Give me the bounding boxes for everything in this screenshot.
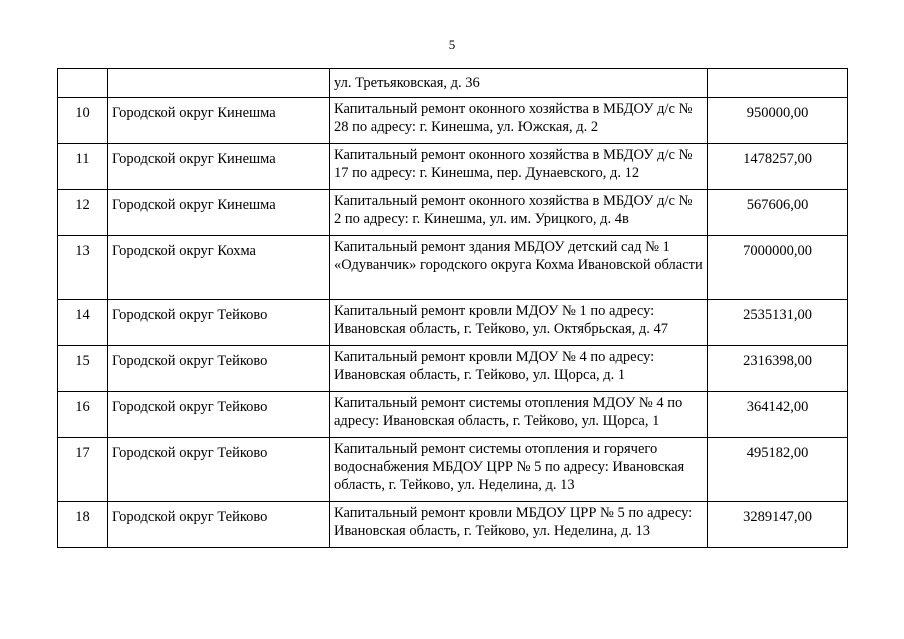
description-cell: Капитальный ремонт оконного хозяйства в МБДОУ д/с № 2 по адресу: г. Кинешма, ул. им. Урицкого, д. 4в <box>330 190 708 236</box>
row-number-cell <box>58 69 108 98</box>
district-cell: Городской округ Тейково <box>108 438 330 502</box>
description-cell: Капитальный ремонт здания МБДОУ детский сад № 1 «Одуванчик» городского округа Кохма Ивановской области <box>330 236 708 300</box>
row-number-cell: 12 <box>58 190 108 236</box>
district-cell: Городской округ Кохма <box>108 236 330 300</box>
district-cell: Городской округ Кинешма <box>108 190 330 236</box>
table-row <box>58 502 848 548</box>
district-cell: Городской округ Кинешма <box>108 98 330 144</box>
amount-cell: 495182,00 <box>708 438 848 502</box>
amount-cell: 3289147,00 <box>708 502 848 548</box>
table-row <box>58 392 848 438</box>
row-number-cell: 17 <box>58 438 108 502</box>
row-number-cell: 14 <box>58 300 108 346</box>
description-cell: Капитальный ремонт кровли МДОУ № 4 по адресу: Ивановская область, г. Тейково, ул. Щорса, д. 1 <box>330 346 708 392</box>
district-cell: Городской округ Тейково <box>108 300 330 346</box>
amount-cell: 364142,00 <box>708 392 848 438</box>
district-cell: Городской округ Тейково <box>108 392 330 438</box>
amount-cell: 1478257,00 <box>708 144 848 190</box>
table-row <box>58 346 848 392</box>
description-cell: ул. Третьяковская, д. 36 <box>330 69 708 98</box>
page-number: 5 <box>448 37 456 52</box>
amount-cell: 7000000,00 <box>708 236 848 300</box>
table-row <box>58 69 848 98</box>
description-cell: Капитальный ремонт системы отопления и горячего водоснабжения МБДОУ ЦРР № 5 по адресу: Ивановская область, г. Тейково, ул. Неделина, д. 13 <box>330 438 708 502</box>
district-cell: Городской округ Кинешма <box>108 144 330 190</box>
district-cell: Городской округ Тейково <box>108 346 330 392</box>
row-number-cell: 10 <box>58 98 108 144</box>
row-number-cell: 16 <box>58 392 108 438</box>
amount-cell: 567606,00 <box>708 190 848 236</box>
table-row <box>58 98 848 144</box>
amount-cell <box>708 69 848 98</box>
amount-cell: 950000,00 <box>708 98 848 144</box>
row-number-cell: 15 <box>58 346 108 392</box>
row-number-cell: 13 <box>58 236 108 300</box>
description-cell: Капитальный ремонт оконного хозяйства в МБДОУ д/с № 28 по адресу: г. Кинешма, ул. Южская, д. 2 <box>330 98 708 144</box>
table-row <box>58 236 848 300</box>
row-number-cell: 11 <box>58 144 108 190</box>
table-row <box>58 438 848 502</box>
description-cell: Капитальный ремонт кровли МДОУ № 1 по адресу: Ивановская область, г. Тейково, ул. Октябрьская, д. 47 <box>330 300 708 346</box>
description-cell: Капитальный ремонт кровли МБДОУ ЦРР № 5 по адресу: Ивановская область, г. Тейково, ул. Неделина, д. 13 <box>330 502 708 548</box>
amount-cell: 2535131,00 <box>708 300 848 346</box>
row-number-cell: 18 <box>58 502 108 548</box>
district-cell: Городской округ Тейково <box>108 502 330 548</box>
description-cell: Капитальный ремонт системы отопления МДОУ № 4 по адресу: Ивановская область, г. Тейково, ул. Щорса, 1 <box>330 392 708 438</box>
district-cell <box>108 69 330 98</box>
table-row <box>58 190 848 236</box>
table-row <box>58 300 848 346</box>
amount-cell: 2316398,00 <box>708 346 848 392</box>
projects-table <box>57 68 848 548</box>
description-cell: Капитальный ремонт оконного хозяйства в МБДОУ д/с № 17 по адресу: г. Кинешма, пер. Дунаевского, д. 12 <box>330 144 708 190</box>
table-row <box>58 144 848 190</box>
